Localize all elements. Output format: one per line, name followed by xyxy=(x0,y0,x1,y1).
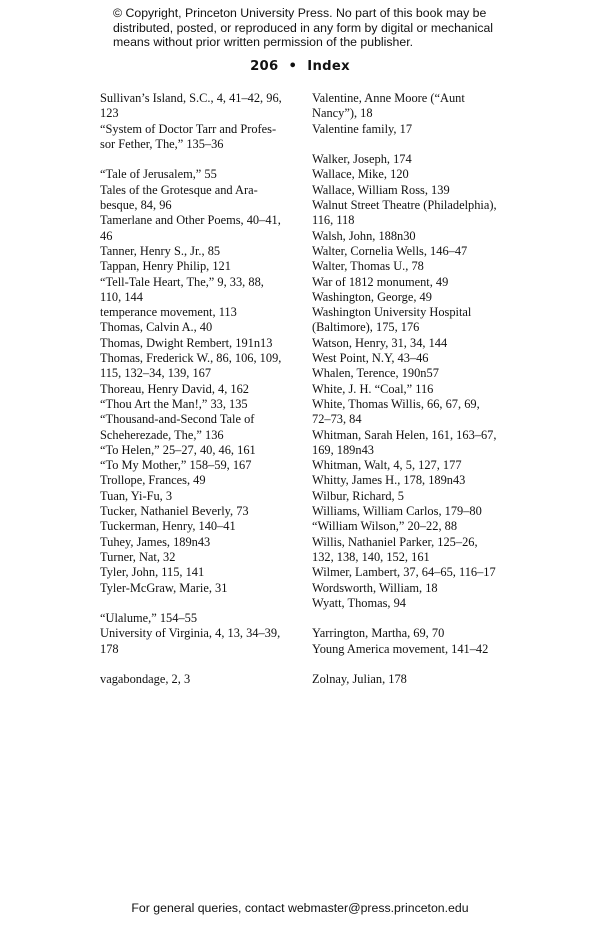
index-entry-line: Wordsworth, William, 18 xyxy=(312,580,438,595)
index-entry xyxy=(100,275,308,306)
index-entry-line: 46 xyxy=(100,228,113,243)
index-entry xyxy=(312,259,520,274)
index-entry xyxy=(100,336,308,351)
index-entry-line: Thomas, Frederick W., 86, 106, 109, xyxy=(100,351,282,366)
index-entry xyxy=(100,626,308,657)
index-entry-line: Willis, Nathaniel Parker, 125–26, xyxy=(312,534,478,549)
index-entry xyxy=(312,229,520,244)
index-entry-line: Tuan, Yi-Fu, 3 xyxy=(100,488,173,503)
index-entry xyxy=(312,428,520,459)
index-entry xyxy=(312,244,520,259)
index-entry-line: Thomas, Dwight Rembert, 191n13 xyxy=(100,335,273,350)
index-entry xyxy=(100,244,308,259)
index-entry xyxy=(100,167,308,182)
index-entry xyxy=(312,489,520,504)
index-entry xyxy=(312,336,520,351)
index-entry-line: Walsh, John, 188n30 xyxy=(312,228,416,243)
index-entry xyxy=(312,351,520,366)
index-entry-line: Washington, George, 49 xyxy=(312,289,432,304)
index-entry xyxy=(312,305,520,336)
index-entry-line: Nancy”), 18 xyxy=(312,106,373,121)
index-entry-line: Whitty, James H., 178, 189n43 xyxy=(312,473,466,488)
index-entry xyxy=(312,626,520,641)
footer-contact: For general queries, contact webmaster@press.princeton.edu xyxy=(131,901,469,915)
index-entry-line: “To Helen,” 25–27, 40, 46, 161 xyxy=(100,442,256,457)
section-title: Index xyxy=(307,59,350,74)
index-entry-line: Wallace, William Ross, 139 xyxy=(312,182,450,197)
index-entry-line: 115, 132–34, 139, 167 xyxy=(100,366,212,381)
index-entry-line: Walnut Street Theatre (Philadelphia), xyxy=(312,198,497,213)
index-entry xyxy=(100,305,308,320)
index-entry xyxy=(100,183,308,214)
index-entry xyxy=(100,519,308,534)
copyright-notice xyxy=(113,6,533,50)
index-entry xyxy=(100,397,308,412)
index-entry-line: 178 xyxy=(100,641,119,656)
index-entry-line: Tuhey, James, 189n43 xyxy=(100,534,211,549)
index-entry-line: Valentine, Anne Moore (“Aunt xyxy=(312,91,465,105)
index-entry-line: Trollope, Frances, 49 xyxy=(100,473,206,488)
index-entry xyxy=(312,183,520,198)
index-entry-line: Young America movement, 141–42 xyxy=(312,641,489,656)
index-entry-line: 116, 118 xyxy=(312,213,355,228)
index-entry xyxy=(312,122,520,137)
index-entry-line: War of 1812 monument, 49 xyxy=(312,274,449,289)
index-entry xyxy=(100,489,308,504)
index-entry-line: “Tale of Jerusalem,” 55 xyxy=(100,167,217,182)
separator-bullet: • xyxy=(288,59,298,74)
index-entry-line: “Thou Art the Man!,” 33, 135 xyxy=(100,396,248,411)
index-entry xyxy=(312,581,520,596)
index-entry xyxy=(312,596,520,611)
index-entry-line: Whalen, Terence, 190n57 xyxy=(312,366,439,381)
index-entry xyxy=(100,382,308,397)
index-entry xyxy=(100,213,308,244)
index-entry-line: Tamerlane and Other Poems, 40–41, xyxy=(100,213,281,228)
index-entry-line: besque, 84, 96 xyxy=(100,198,172,213)
index-entry-line: Williams, William Carlos, 179–80 xyxy=(312,504,482,519)
index-entry xyxy=(100,320,308,335)
index-entry-line: Walter, Cornelia Wells, 146–47 xyxy=(312,243,468,258)
index-entry xyxy=(100,611,308,626)
index-entry xyxy=(100,122,308,153)
running-head xyxy=(0,59,600,74)
index-entry-line: “Thousand-and-Second Tale of xyxy=(100,412,255,427)
index-entry-line: Whitman, Sarah Helen, 161, 163–67, xyxy=(312,427,497,442)
index-entry-line: White, Thomas Willis, 66, 67, 69, xyxy=(312,396,480,411)
index-entry xyxy=(100,565,308,580)
index-entry-line: White, J. H. “Coal,” 116 xyxy=(312,381,434,396)
index-entry-line: Wyatt, Thomas, 94 xyxy=(312,595,407,610)
index-entry-line: “System of Doctor Tarr and Profes- xyxy=(100,121,277,136)
index-column-right xyxy=(312,91,520,688)
index-entry-line: Wilbur, Richard, 5 xyxy=(312,488,404,503)
copyright-line: © Copyright, Princeton University Press. No part of this book may be xyxy=(113,6,487,20)
index-entry-line: sor Fether, The,” 135–36 xyxy=(100,136,224,151)
index-entry-line: “Ulalume,” 154–55 xyxy=(100,611,198,626)
index-entry-line: Washington University Hospital xyxy=(312,305,472,320)
index-entry-line: (Baltimore), 175, 176 xyxy=(312,320,420,335)
index-entry-line: Watson, Henry, 31, 34, 144 xyxy=(312,335,448,350)
index-entry-line: Tuckerman, Henry, 140–41 xyxy=(100,519,236,534)
index-entry-line: Wilmer, Lambert, 37, 64–65, 116–17 xyxy=(312,565,496,580)
page-number: 206 xyxy=(250,59,279,74)
index-entry-line: Tales of the Grotesque and Ara- xyxy=(100,182,258,197)
index-entry xyxy=(312,397,520,428)
index-entry xyxy=(312,672,520,687)
index-entry xyxy=(312,198,520,229)
index-entry-line: Turner, Nat, 32 xyxy=(100,549,176,564)
index-entry xyxy=(100,259,308,274)
index-entry-line: Valentine family, 17 xyxy=(312,121,413,136)
index-entry-line: Yarrington, Martha, 69, 70 xyxy=(312,626,445,641)
index-entry xyxy=(100,91,308,122)
index-entry xyxy=(312,167,520,182)
index-entry-line: Zolnay, Julian, 178 xyxy=(312,672,407,687)
index-entry xyxy=(100,473,308,488)
index-entry-line: 110, 144 xyxy=(100,289,143,304)
index-entry xyxy=(312,275,520,290)
index-entry-line: 132, 138, 140, 152, 161 xyxy=(312,549,430,564)
index-entry-line: Tappan, Henry Philip, 121 xyxy=(100,259,231,274)
index-entry-line: Sullivan’s Island, S.C., 4, 41–42, 96, xyxy=(100,91,282,105)
index-entry-line: “To My Mother,” 158–59, 167 xyxy=(100,458,252,473)
index-entry xyxy=(100,458,308,473)
index-entry xyxy=(312,535,520,566)
index-entry-line: Wallace, Mike, 120 xyxy=(312,167,409,182)
index-entry xyxy=(100,535,308,550)
index-entry-line: Tyler-McGraw, Marie, 31 xyxy=(100,580,228,595)
index-entry xyxy=(100,504,308,519)
index-entry xyxy=(312,504,520,519)
index-entry-line: Thoreau, Henry David, 4, 162 xyxy=(100,381,249,396)
index-entry xyxy=(312,519,520,534)
index-entry xyxy=(312,382,520,397)
index-entry xyxy=(312,642,520,657)
index-entry-line: Walter, Thomas U., 78 xyxy=(312,259,424,274)
index-entry xyxy=(100,351,308,382)
index-entry-line: West Point, N.Y, 43–46 xyxy=(312,351,429,366)
index-entry-line: Tucker, Nathaniel Beverly, 73 xyxy=(100,504,249,519)
index-entry xyxy=(312,366,520,381)
index-entry-line: “Tell-Tale Heart, The,” 9, 33, 88, xyxy=(100,274,264,289)
index-entry xyxy=(100,672,308,687)
index-entry xyxy=(312,91,520,122)
copyright-line: distributed, posted, or reproduced in any form by digital or mechanical xyxy=(113,20,494,35)
index-entry xyxy=(100,581,308,596)
index-entry xyxy=(100,412,308,443)
index-entry xyxy=(312,473,520,488)
index-entry-line: Tanner, Henry S., Jr., 85 xyxy=(100,243,221,258)
index-entry xyxy=(100,443,308,458)
index-entry-line: Tyler, John, 115, 141 xyxy=(100,565,205,580)
index-entry-line: 169, 189n43 xyxy=(312,442,374,457)
index-entry-line: Whitman, Walt, 4, 5, 127, 177 xyxy=(312,458,462,473)
index-entry-line: University of Virginia, 4, 13, 34–39, xyxy=(100,626,281,641)
index-entry-line: 123 xyxy=(100,106,119,121)
copyright-line: means without prior written permission of the publisher. xyxy=(113,35,414,50)
index-entry xyxy=(312,152,520,167)
index-entry xyxy=(100,550,308,565)
index-entry xyxy=(312,290,520,305)
index-entry-line: Scheherezade, The,” 136 xyxy=(100,427,224,442)
index-entry xyxy=(312,458,520,473)
index-entry-line: Walker, Joseph, 174 xyxy=(312,152,412,167)
index-column-left xyxy=(100,91,308,688)
index-entry-line: 72–73, 84 xyxy=(312,412,362,427)
index-entry-line: “William Wilson,” 20–22, 88 xyxy=(312,519,458,534)
index-entry-line: temperance movement, 113 xyxy=(100,305,237,320)
index-entry-line: Thomas, Calvin A., 40 xyxy=(100,320,213,335)
index-entry xyxy=(312,565,520,580)
index-entry-line: vagabondage, 2, 3 xyxy=(100,672,191,687)
